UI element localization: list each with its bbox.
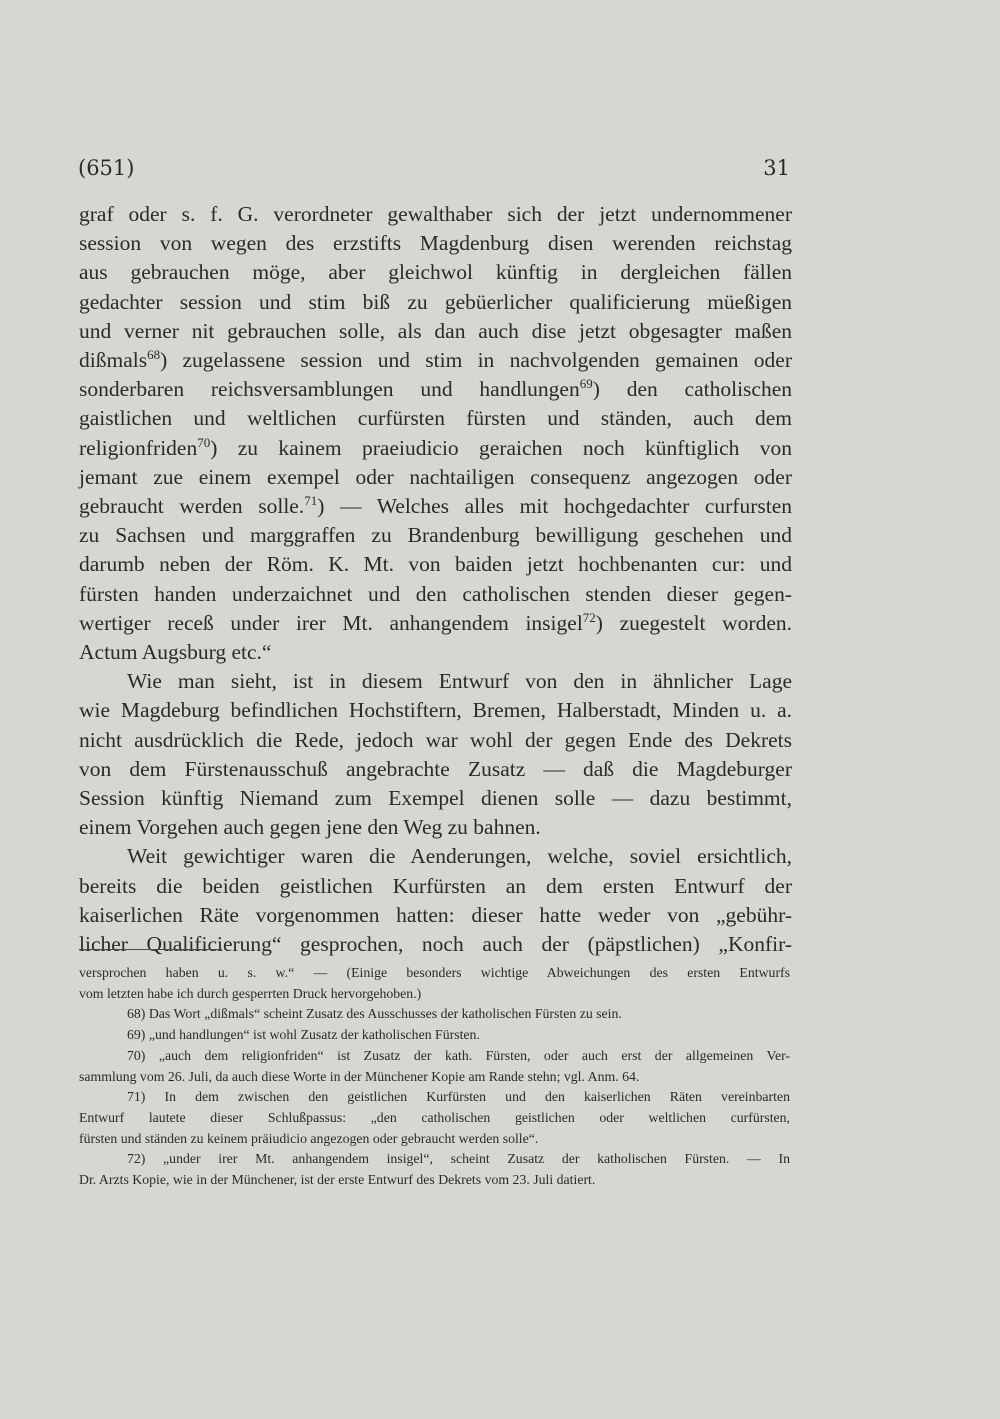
footnote-ref-68: 68 bbox=[147, 347, 161, 363]
text-line: Session künftig Niemand zum Exempel dienen solle — dazu bestimmt, bbox=[79, 786, 792, 811]
footnote-line: sammlung vom 26. Juli, da auch diese Worte in der Münchener Kopie am Rande stehn; vgl. Anm. 64. bbox=[79, 1068, 640, 1084]
footnote-72: 72) „under irer Mt. anhangendem insigel“, scheint Zusatz der katholischen Fürsten. — In bbox=[127, 1151, 790, 1167]
text-line: fürsten handen underzaichnet und den catholischen stenden dieser gegen- bbox=[79, 581, 792, 606]
page-ref: (651) bbox=[78, 156, 135, 180]
text-line: licher Qualificierung“ gesprochen, noch auch der (päpstlichen) „Konfir- bbox=[79, 932, 792, 957]
text-segment: wertiger receß under irer Mt. anhangendem insigel bbox=[79, 610, 583, 635]
text-line bbox=[79, 434, 792, 463]
text-line: Wie man sieht, ist in diesem Entwurf von den in ähnlicher Lage bbox=[127, 669, 792, 694]
text-segment: ) zu kainem praeiudicio geraichen noch künftiglich von bbox=[210, 435, 792, 460]
footnote-line: vom letzten habe ich durch gesperrten Druck hervorgehoben.) bbox=[79, 985, 422, 1001]
text-segment: dißmals bbox=[79, 348, 148, 373]
footnote-line: fürsten und ständen zu keinem präiudicio angezogen oder gebraucht werden solle“. bbox=[79, 1130, 539, 1146]
text-segment: religionfriden bbox=[79, 435, 198, 460]
footnotes bbox=[79, 963, 790, 1191]
text-line: gaistlichen und weltlichen curfürsten fürsten und ständen, auch dem bbox=[79, 406, 792, 431]
footnote-ref-71: 71 bbox=[304, 493, 318, 509]
text-line: von dem Fürstenausschuß angebrachte Zusatz — daß die Magdeburger bbox=[79, 756, 792, 781]
text-line: Weit gewichtiger waren die Aenderungen, welche, soviel ersichtlich, bbox=[127, 844, 792, 869]
footnote-71: 71) In dem zwischen den geistlichen Kurfürsten und den kaiserlichen Räten vereinbarten bbox=[127, 1089, 790, 1105]
text-line: nicht ausdrücklich die Rede, jedoch war wohl der gegen Ende des Dekrets bbox=[79, 727, 792, 752]
text-line bbox=[79, 346, 792, 375]
footnote-line: Dr. Arzts Kopie, wie in der Münchener, ist der erste Entwurf des Dekrets vom 23. Juli datiert. bbox=[79, 1172, 596, 1188]
text-line: graf oder s. f. G. verordneter gewalthaber sich der jetzt undernommener bbox=[79, 202, 792, 226]
text-line bbox=[79, 375, 792, 404]
footnote-divider bbox=[79, 949, 222, 950]
footnote-line: Entwurf lautete dieser Schlußpassus: „den catholischen geistlichen oder weltlichen curfürsten, bbox=[79, 1109, 790, 1125]
text-line: einem Vorgehen auch gegen jene den Weg zu bahnen. bbox=[79, 815, 541, 840]
footnote-70: 70) „auch dem religionfriden“ ist Zusatz der kath. Fürsten, oder auch erst der allgemeinen Ver- bbox=[127, 1047, 790, 1063]
text-line: zu Sachsen und marggraffen zu Brandenburg bewilligung geschehen und bbox=[79, 523, 792, 548]
text-line: jemant zue einem exempel oder nachtailigen consequenz angezogen oder bbox=[79, 464, 792, 489]
text-line: Actum Augsburg etc.“ bbox=[79, 640, 272, 665]
text-line: darumb neben der Röm. K. Mt. von baiden jetzt hochbenanten cur: und bbox=[79, 552, 792, 577]
text-segment: ) zugelassene session und stim in nachvolgenden gemainen oder bbox=[160, 348, 792, 373]
text-line: gedachter session und stim biß zu gebüerlicher qualificierung müeßigen bbox=[79, 289, 792, 314]
footnote-ref-69: 69 bbox=[579, 376, 593, 392]
text-segment: ) den catholischen bbox=[592, 377, 793, 402]
text-line: kaiserlichen Räte vorgenommen hatten: dieser hatte weder von „gebühr- bbox=[79, 902, 792, 927]
text-line: bereits die beiden geistlichen Kurfürsten an dem ersten Entwurf der bbox=[79, 873, 792, 898]
footnote-ref-72: 72 bbox=[582, 610, 596, 626]
text-line bbox=[79, 609, 792, 638]
page-number: 31 bbox=[763, 156, 790, 180]
footnote-line: versprochen haben u. s. w.“ — (Einige besonders wichtige Abweichungen des ersten Entwurfs bbox=[79, 965, 790, 980]
text-segment: ) — Welches alles mit hochgedachter curfursten bbox=[317, 494, 792, 519]
main-text bbox=[79, 200, 792, 959]
text-line: session von wegen des erzstifts Magdenburg disen werenden reichstag bbox=[79, 231, 792, 256]
footnote-69: 69) „und handlungen“ ist wohl Zusatz der katholischen Fürsten. bbox=[127, 1027, 480, 1043]
text-line: aus gebrauchen möge, aber gleichwol künftig in dergleichen fällen bbox=[79, 260, 792, 285]
text-line: wie Magdeburg befindlichen Hochstiftern, Bremen, Halberstadt, Minden u. a. bbox=[79, 698, 792, 723]
text-segment: gebraucht werden solle. bbox=[79, 494, 305, 519]
text-segment: sonderbaren reichsversamblungen und handlungen bbox=[79, 377, 580, 402]
text-segment: ) zuegestelt worden. bbox=[595, 610, 792, 635]
text-line: und verner nit gebrauchen solle, als dan auch dise jetzt obgesagter maßen bbox=[79, 318, 792, 343]
text-line bbox=[79, 492, 792, 521]
footnote-ref-70: 70 bbox=[197, 434, 211, 450]
footnote-68: 68) Das Wort „dißmals“ scheint Zusatz des Ausschusses der katholischen Fürsten zu sein. bbox=[127, 1006, 622, 1022]
